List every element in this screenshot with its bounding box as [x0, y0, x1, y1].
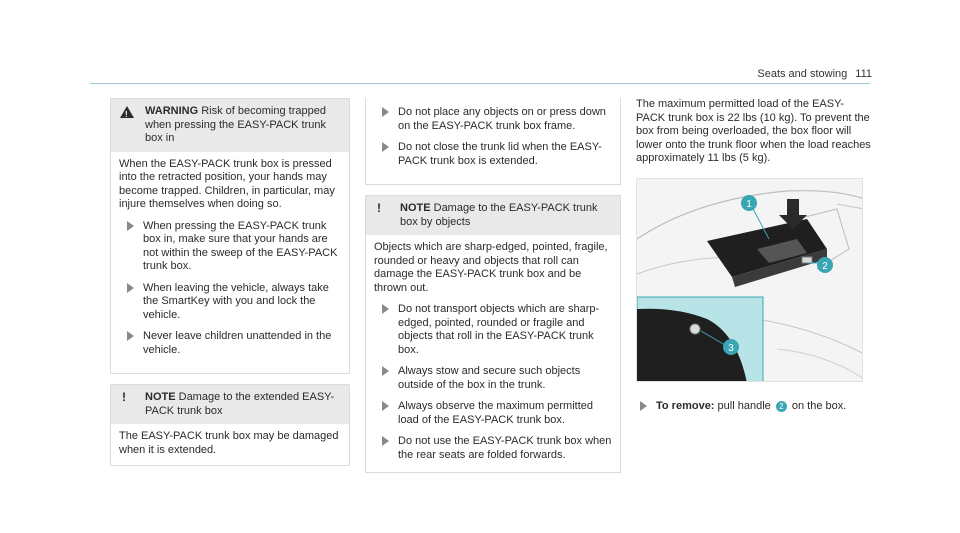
note-bullet: Always stow and secure such objects outside of the box in the trunk.: [374, 365, 612, 392]
warning-bullet: Never leave children unattended in the vehicle.: [119, 330, 341, 357]
note-bullet: Always observe the maximum permitted load of the EASY-PACK trunk box.: [374, 400, 612, 427]
warning-icon: [120, 106, 134, 118]
note-title: Damage to the EASY-PACK trunk box by objects: [400, 202, 598, 228]
warning-bullet: When pressing the EASY-PACK trunk box in, make sure that your hands are not within the sweep of the EASY-PACK trunk box.: [119, 220, 341, 274]
note-icon: !: [122, 390, 126, 404]
callout-1: 1: [746, 198, 752, 210]
section-title: Seats and stowing: [757, 68, 848, 80]
callout-3: 3: [728, 342, 734, 354]
note-continued-body: [366, 98, 620, 184]
page-number: 111: [855, 68, 872, 80]
warning-bullet: When leaving the vehicle, always take the SmartKey with you and lock the vehicle.: [119, 282, 341, 323]
note-keyword: NOTE: [145, 391, 176, 403]
step-text-before: pull handle: [717, 399, 771, 412]
arrow-icon: [382, 401, 389, 411]
warning-keyword: WARNING: [145, 105, 199, 117]
arrow-icon: [382, 366, 389, 376]
note-header: [366, 196, 620, 235]
arrow-icon: [382, 436, 389, 446]
arrow-icon: [382, 142, 389, 152]
note-title: Damage to the extended EASY-PACK trunk box: [145, 391, 335, 417]
load-intro: The maximum permitted load of the EASY-PACK trunk box is 22 lbs (10 kg). To prevent the box from being overloaded, the box floor will lower onto the trunk floor when the load reaches approximately 11 lbs (5 kg).: [636, 98, 871, 164]
column-left: [110, 98, 350, 466]
note-bullet: Do not place any objects on or press down on the EASY-PACK trunk box frame.: [374, 106, 612, 133]
note-bullet: Do not transport objects which are sharp-edged, pointed, rounded or fragile and objects that roll in the EASY-PACK trunk box.: [374, 303, 612, 357]
note-header: [111, 385, 349, 424]
note-bullet: Do not close the trunk lid when the EASY-PACK trunk box is extended.: [374, 141, 612, 168]
remove-step: [636, 400, 872, 414]
note-body: [111, 424, 349, 465]
callout-2: 2: [822, 260, 828, 272]
arrow-icon: [640, 401, 647, 411]
warning-title: Risk of becoming trapped when pressing the EASY-PACK trunk box in: [145, 105, 326, 144]
trunk-illustration: [637, 179, 863, 382]
warning-body: [111, 152, 349, 374]
column-middle: [365, 98, 621, 473]
note-icon: !: [377, 201, 381, 215]
note-continued-panel: [365, 98, 621, 185]
arrow-icon: [382, 304, 389, 314]
arrow-icon: [382, 107, 389, 117]
step-text-after: on the box.: [791, 399, 847, 412]
note-keyword: NOTE: [400, 202, 431, 214]
warning-panel: [110, 98, 350, 374]
trunk-figure: [636, 178, 863, 382]
warning-header: [111, 99, 349, 152]
running-header: [757, 68, 872, 80]
note-body: [366, 235, 620, 472]
arrow-icon: [127, 283, 134, 293]
step-ref: 2: [776, 401, 787, 412]
header-rule: [90, 83, 870, 84]
note-panel-extended: [110, 384, 350, 466]
warning-text: When the EASY-PACK trunk box is pressed into the retracted position, your hands may become trapped. Children, in particular, may injure themselves when doing so.: [119, 157, 335, 210]
column-right: [636, 98, 872, 413]
arrow-icon: [127, 221, 134, 231]
note-text: Objects which are sharp-edged, pointed, fragile, rounded or heavy and objects that roll can damage the EASY-PACK trunk box and be thrown out.: [374, 241, 608, 294]
arrow-icon: [127, 331, 134, 341]
note-bullet: Do not use the EASY-PACK trunk box when the rear seats are folded forwards.: [374, 435, 612, 462]
note-text: The EASY-PACK trunk box may be damaged when it is extended.: [119, 430, 339, 456]
step-keyword: To remove:: [656, 399, 715, 412]
note-panel-objects: [365, 195, 621, 473]
